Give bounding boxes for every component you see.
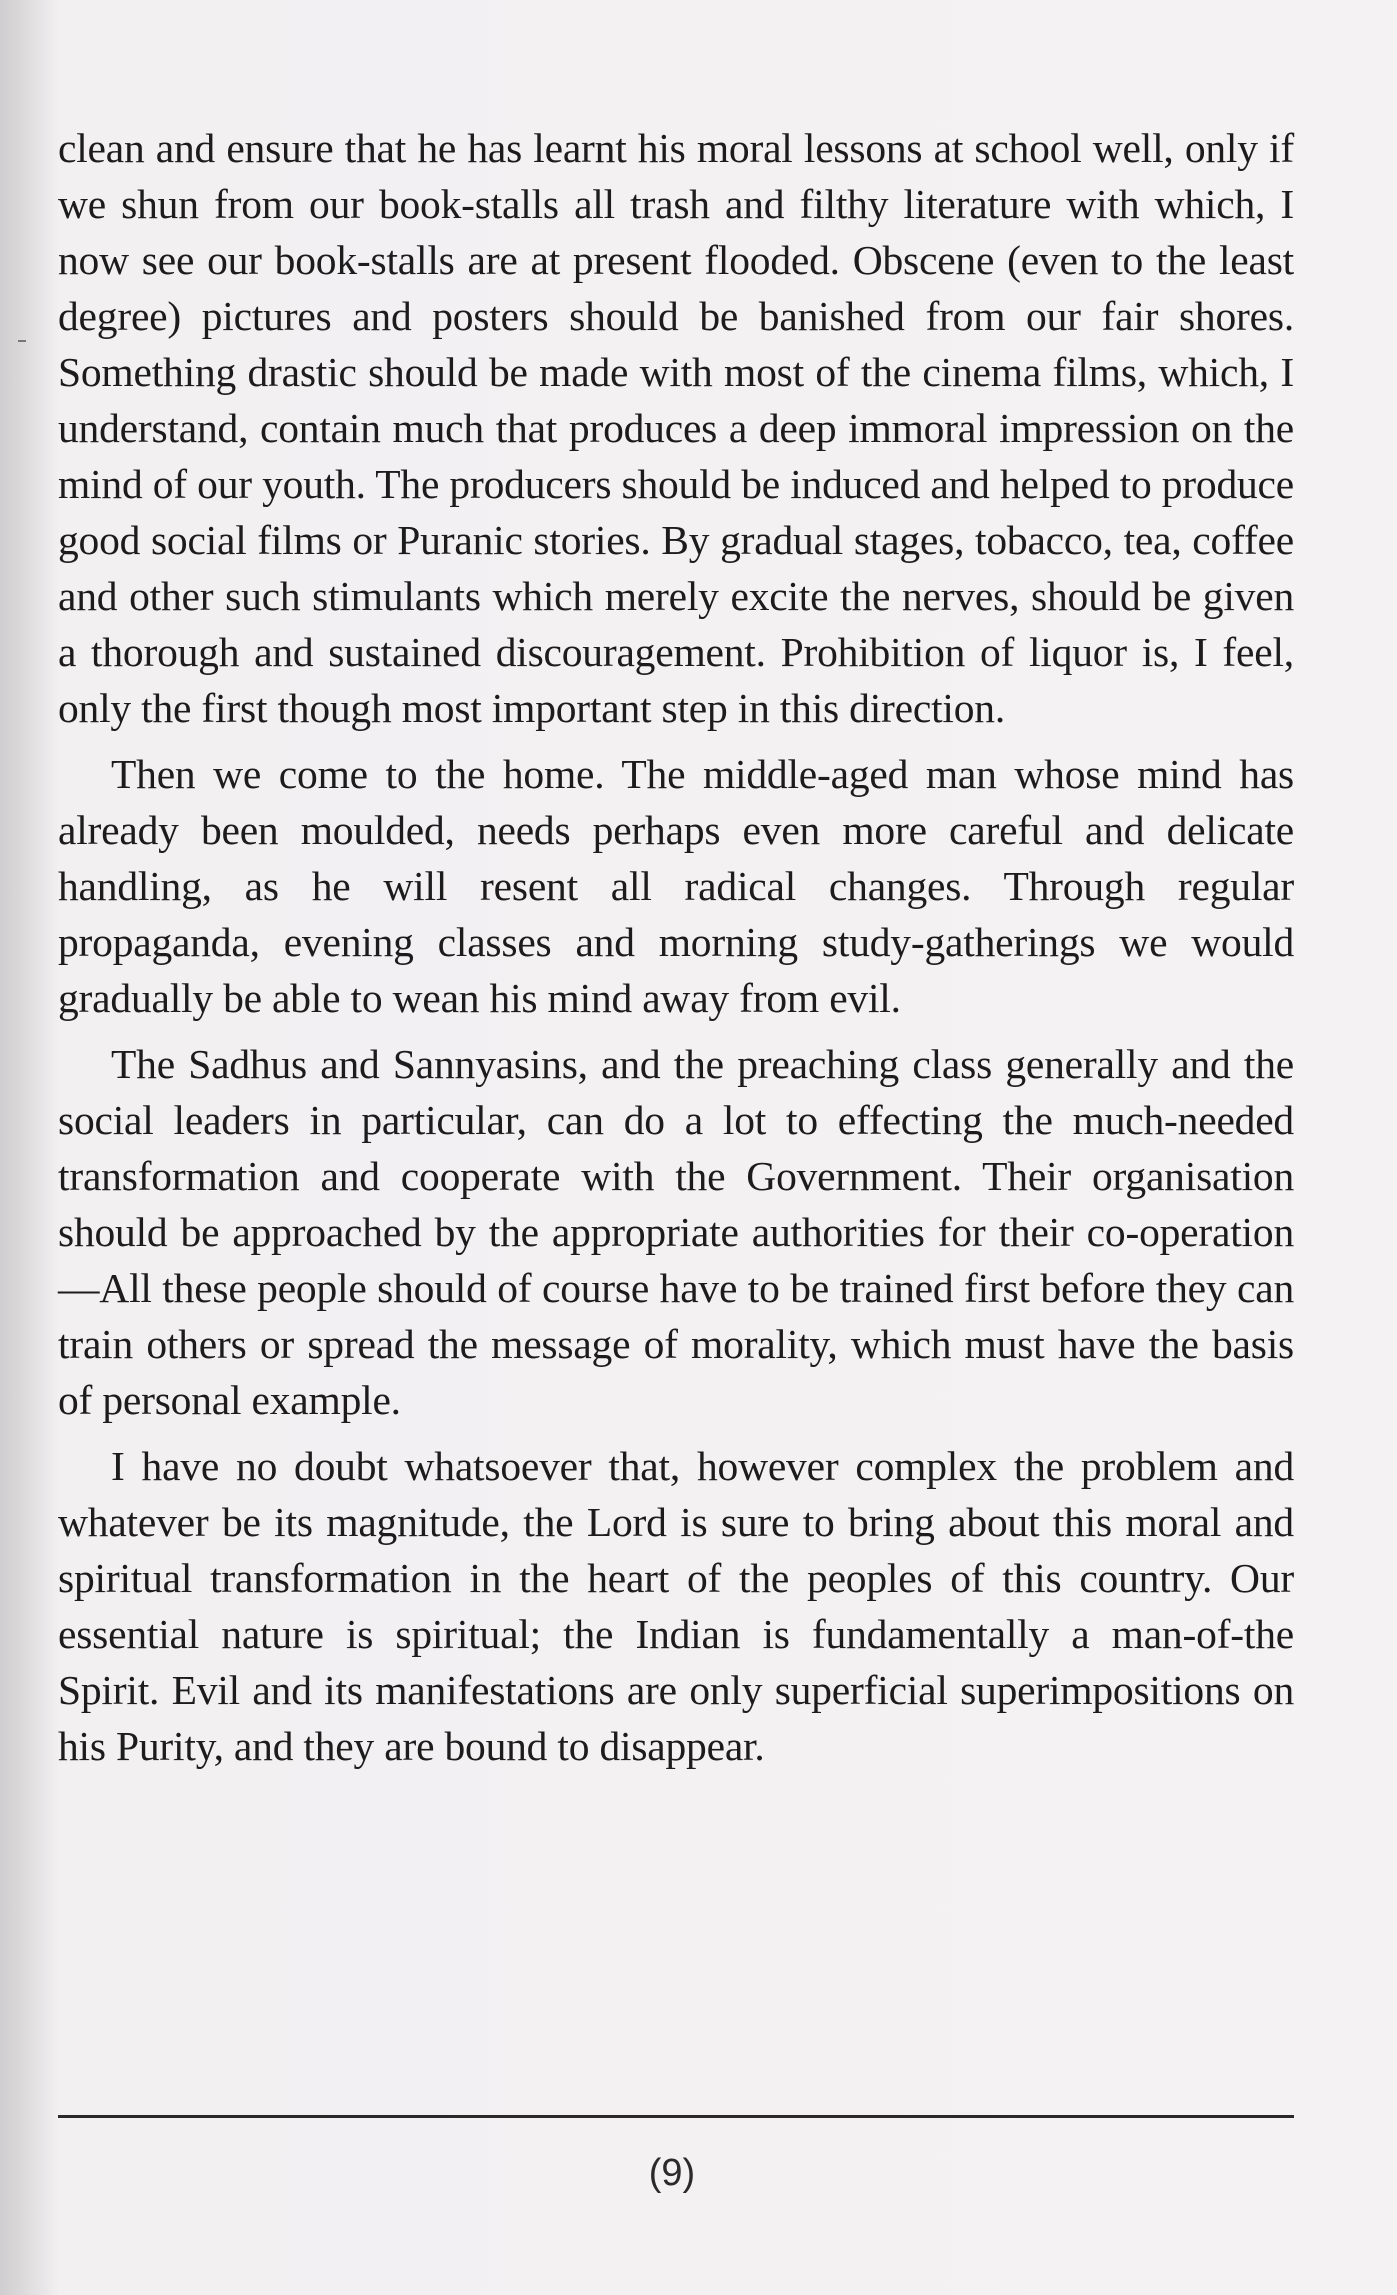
margin-mark [18,340,26,342]
page-number: (9) [648,2152,696,2194]
footer-rule [58,2115,1294,2118]
paragraph-4: I have no doubt whatsoever that, however complex the problem and whatever be its magnitude, the Lord is sure to bring about this moral and spiritual transformation in the heart of the peoples of this country. Our essential nature is spiritual; the Indian is fundamentally a man-of-the Spirit. Evil and its manifestations are only superficial superimpositions on his Purity, and they are bound to disappear. [58,1443,1294,1769]
binding-gutter-shadow [0,0,58,2295]
paragraph-2: Then we come to the home. The middle-aged man whose mind has already been moulded, needs perhaps even more careful and delicate handling, as he will resent all radical changes. Through regular propaganda, evening classes and morning study-gatherings we would gradually be able to wean his mind away from evil. [58,751,1294,1021]
paragraph-1: clean and ensure that he has learnt his moral lessons at school well, only if we shun from our book-stalls all trash and filthy literature with which, I now see our book-stalls are at present flooded. Obscene (even to the least degree) pictures and posters should be banished from our fair shores. Something drastic should be made with most of the cinema films, which, I understand, contain much that produces a deep immoral impression on the mind of our youth. The producers should be induced and helped to produce good social films or Puranic stories. By gradual stages, tobacco, tea, coffee and other such stimulants which merely excite the nerves, should be given a thorough and sustained discouragement. Prohibition of liquor is, I feel, only the first though most important step in this direction. [58,125,1294,731]
page-body [58,120,1294,1784]
paragraph-3: The Sadhus and Sannyasins, and the preaching class generally and the social leaders in particular, can do a lot to effecting the much-needed transformation and cooperate with the Government. Their organisation should be approached by the appropriate authorities for their co-operation—All these people should of course have to be trained first before they can train others or spread the message of morality, which must have the basis of personal example. [58,1041,1294,1423]
